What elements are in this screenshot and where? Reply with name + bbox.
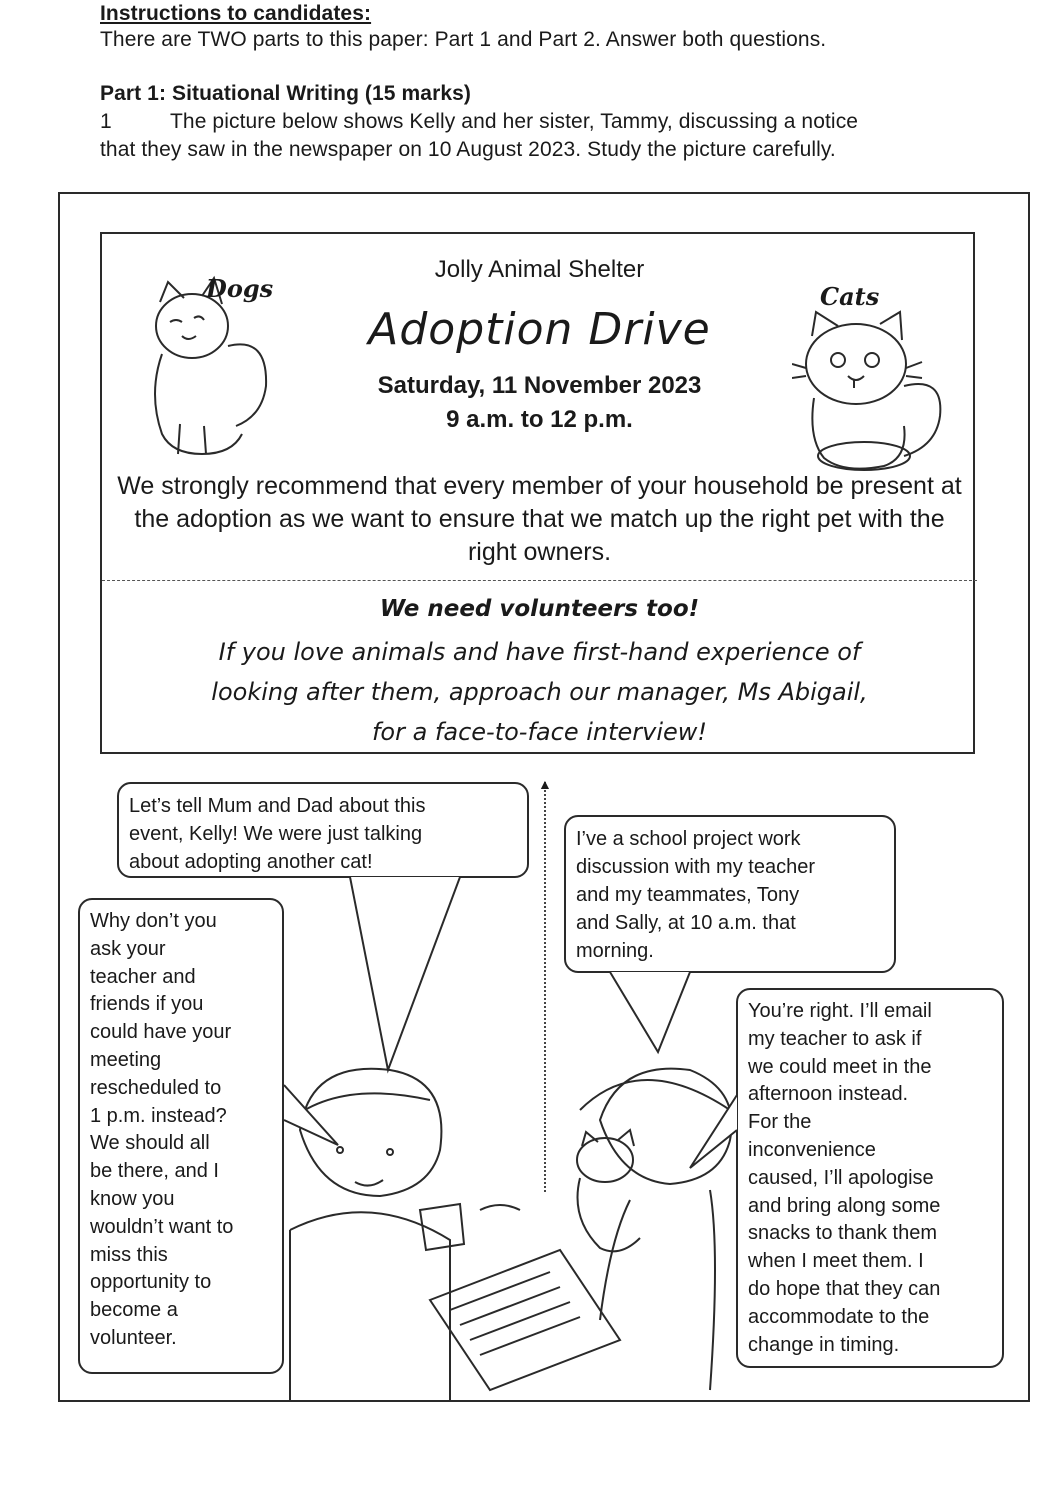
instructions-heading: Instructions to candidates: — [100, 2, 372, 25]
up-arrow-icon: ▲ — [538, 776, 552, 792]
bubble-line: inconvenience — [748, 1138, 876, 1161]
bubble-line: caused, I’ll apologise — [748, 1166, 934, 1189]
bubble-line: I’ve a school project work — [576, 828, 801, 850]
drive-time: 9 a.m. to 12 p.m. — [446, 406, 633, 433]
bubble-line: We should all — [90, 1132, 210, 1155]
bubble-line: and my teammates, Tony — [576, 884, 800, 906]
bubble-line: 1 p.m. instead? — [90, 1104, 227, 1127]
bubble-line: miss this — [90, 1243, 168, 1266]
bubble-line: and Sally, at 10 a.m. that — [576, 912, 796, 934]
volunteers-title: We need volunteers too! — [379, 596, 700, 622]
question-line-1: The picture below shows Kelly and her sister, Tammy, discussing a notice — [170, 110, 859, 133]
bubble-line: You’re right. I’ll email — [748, 1000, 932, 1022]
bubble-line: meeting — [90, 1048, 162, 1071]
bubble-line: For the — [748, 1111, 812, 1134]
part-heading: Part 1: Situational Writing (15 marks) — [100, 82, 471, 105]
volunteers-line-2: looking after them, approach our manager, Ms Abigail, — [211, 678, 868, 706]
bubble-line: become a — [90, 1299, 178, 1322]
bubble-line: Let’s tell Mum and Dad about this — [129, 795, 426, 817]
bubble-line: and bring along some — [748, 1194, 941, 1217]
question-line-2: that they saw in the newspaper on 10 August 2023. Study the picture carefully. — [100, 138, 836, 161]
bubble-line: when I meet them. I — [748, 1250, 924, 1273]
bubble-line: afternoon instead. — [748, 1083, 909, 1106]
bubble-line: rescheduled to — [90, 1076, 222, 1099]
shelter-name: Jolly Animal Shelter — [434, 256, 645, 283]
bubble-line: change in timing. — [748, 1333, 900, 1356]
volunteers-line-1: If you love animals and have first-hand experience of — [218, 638, 861, 666]
dogs-label: Dogs — [206, 274, 274, 303]
bubble-line: could have your — [90, 1021, 232, 1044]
bubble-line: my teacher to ask if — [748, 1027, 922, 1050]
bubble-line: ask your — [90, 937, 166, 960]
bubble-line: be there, and I — [90, 1160, 219, 1183]
instructions-text: There are TWO parts to this paper: Part 1 and Part 2. Answer both questions. — [100, 28, 827, 51]
bubble-line: know you — [90, 1187, 175, 1210]
bubble-line: teacher and — [90, 965, 196, 988]
bubble-line: opportunity to — [90, 1271, 212, 1294]
cats-label: Cats — [820, 282, 880, 311]
bubble-line: friends if you — [90, 993, 204, 1016]
bubble-line: event, Kelly! We were just talking — [129, 823, 423, 845]
bubble-line: discussion with my teacher — [576, 856, 815, 878]
bubble-line: volunteer. — [90, 1326, 177, 1349]
bubble-line: about adopting another cat! — [129, 851, 373, 873]
drive-date: Saturday, 11 November 2023 — [377, 372, 702, 399]
recommendation-text: We strongly recommend that every member of your household be present at the adoption as we want to ensure that we match up the right pet with the right owners. — [117, 472, 962, 566]
bubble-line: we could meet in the — [748, 1055, 932, 1078]
question-number: 1 — [100, 110, 112, 133]
bubble-line: do hope that they can — [748, 1277, 941, 1300]
bubble-line: wouldn’t want to — [90, 1215, 234, 1238]
bubble-line: Why don’t you — [90, 910, 217, 932]
drive-title: Adoption Drive — [368, 304, 711, 355]
bubble-line: snacks to thank them — [748, 1222, 937, 1245]
volunteers-line-3: for a face-to-face interview! — [371, 718, 708, 746]
bubble-line: accommodate to the — [748, 1305, 930, 1328]
bubble-line: morning. — [576, 940, 654, 962]
